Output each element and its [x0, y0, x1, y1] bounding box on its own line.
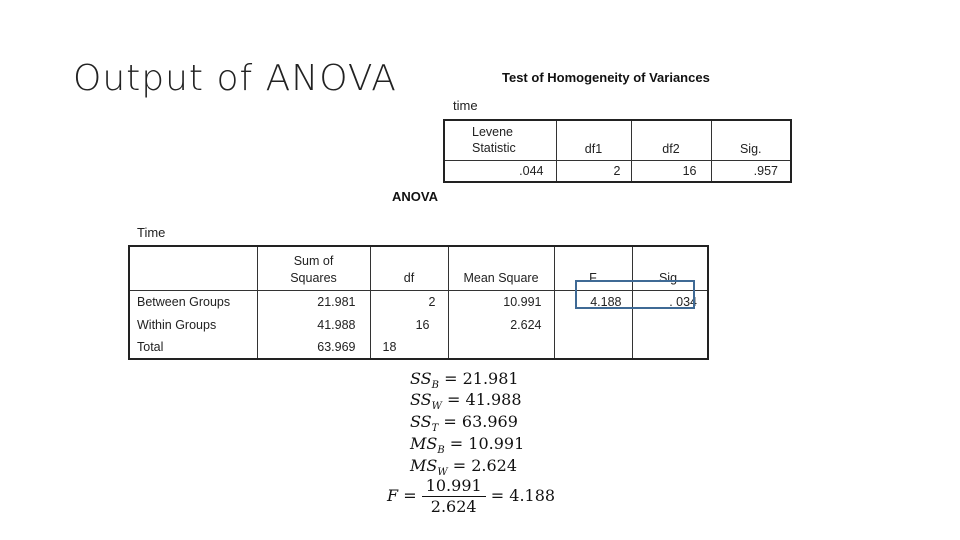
eq-symbol: SS [410, 390, 432, 409]
anova-df-value: 18 [370, 336, 448, 359]
anova-df-value: 16 [370, 313, 448, 336]
equation-ss-total [410, 412, 518, 434]
eq-symbol: SS [410, 369, 432, 388]
eq-subscript: B [431, 380, 439, 391]
equation-ms-within [410, 456, 517, 478]
eq-fraction [422, 476, 486, 517]
anova-ms-value: 10.991 [448, 290, 554, 313]
levene-variable-label: time [453, 98, 478, 113]
eq-symbol: SS [410, 412, 432, 431]
eq-numerator: 10.991 [422, 476, 486, 497]
equation-f-ratio [387, 476, 555, 517]
eq-subscript: W [431, 401, 442, 412]
levene-header-sig: Sig. [711, 120, 791, 160]
levene-table [443, 119, 792, 183]
anova-f-value [554, 313, 632, 336]
eq-f-result: = 4.188 [490, 486, 556, 505]
anova-caption: ANOVA [392, 189, 438, 204]
anova-row-label: Between Groups [129, 290, 257, 313]
levene-header-row [444, 120, 791, 160]
eq-value: = 41.988 [447, 390, 522, 409]
f-sig-highlight-box [575, 280, 695, 309]
anova-ss-value: 63.969 [257, 336, 370, 359]
eq-value: = 2.624 [452, 456, 518, 475]
anova-row-total [129, 336, 708, 359]
anova-ms-value: 2.624 [448, 313, 554, 336]
levene-header-line2: Statistic [472, 140, 516, 155]
anova-header-ss [257, 246, 370, 290]
equation-ss-between [410, 369, 519, 391]
equation-ms-between [410, 434, 524, 456]
anova-row-label: Within Groups [137, 317, 217, 332]
anova-f-value: 4.188 [554, 290, 632, 313]
levene-df2-value: 16 [631, 160, 711, 182]
eq-subscript: T [431, 423, 439, 434]
levene-statistic-number: 044 [522, 163, 544, 178]
eq-denominator: 2.624 [430, 497, 477, 516]
levene-data-row [444, 160, 791, 182]
anova-df-value: 2 [370, 290, 448, 313]
anova-sig-value [632, 313, 708, 336]
levene-statistic-prefix: . [519, 163, 523, 178]
anova-ms-value [448, 336, 554, 359]
anova-ss-value: 21.981 [257, 290, 370, 313]
eq-subscript: W [437, 467, 448, 478]
anova-row-within [129, 313, 708, 336]
levene-df1-value: 2 [556, 160, 631, 182]
eq-symbol: MS [410, 456, 438, 475]
anova-header-ss-line2: Squares [290, 270, 337, 285]
anova-header-sig: Sig. [632, 246, 708, 290]
anova-header-blank [129, 246, 257, 290]
anova-f-value [554, 336, 632, 359]
levene-header-statistic [444, 120, 556, 160]
anova-variable-label: Time [137, 225, 166, 240]
anova-ss-value: 41.988 [257, 313, 370, 336]
anova-header-f: F [554, 246, 632, 290]
eq-value: = 63.969 [443, 412, 518, 431]
levene-statistic-value [444, 160, 556, 182]
anova-header-ss-line1: Sum of [293, 253, 334, 268]
levene-header-df2: df2 [631, 120, 711, 160]
eq-value: = 10.991 [449, 434, 525, 453]
eq-symbol: MS [410, 434, 438, 453]
levene-header-line1: Levene [472, 124, 514, 139]
anova-header-df: df [370, 246, 448, 290]
slide-title: Output of ANOVA [73, 58, 397, 99]
anova-header-ms: Mean Square [448, 246, 554, 290]
anova-row-label: Total [137, 340, 164, 354]
anova-sig-value: . 034 [632, 290, 708, 313]
eq-value: = 21.981 [444, 369, 519, 388]
eq-subscript: B [437, 445, 445, 456]
eq-f-lhs: F = [387, 486, 417, 505]
levene-header-df1: df1 [556, 120, 631, 160]
levene-sig-value: .957 [711, 160, 791, 182]
equation-ss-within [410, 390, 522, 412]
anova-sig-value [632, 336, 708, 359]
levene-caption: Test of Homogeneity of Variances [502, 70, 710, 85]
